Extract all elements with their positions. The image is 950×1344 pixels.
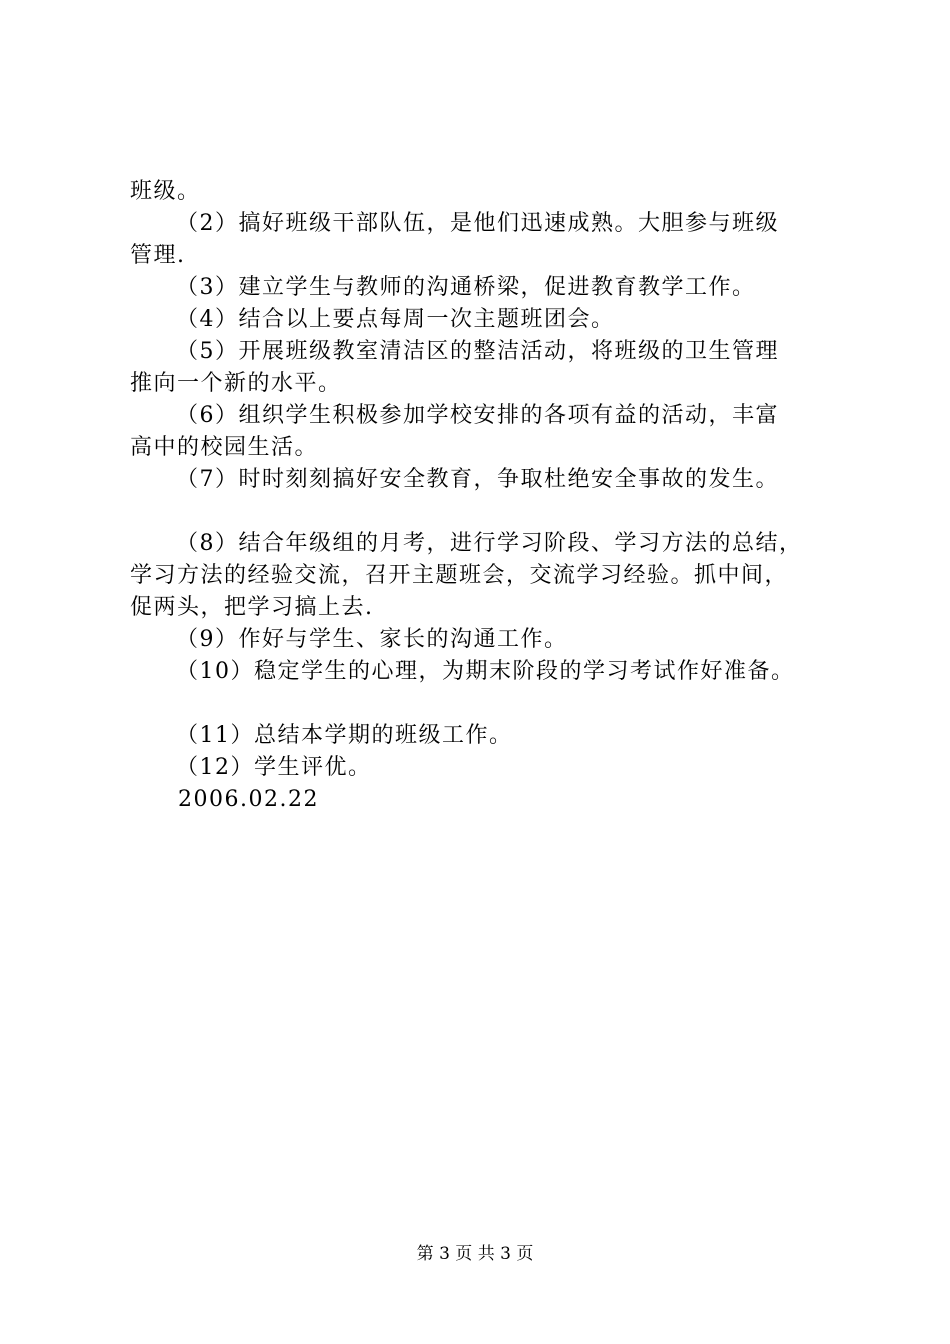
list-item-3: （3）建立学生与教师的沟通桥梁，促进教育教学工作。 — [176, 275, 756, 300]
list-item-10: （10）稳定学生的心理，为期末阶段的学习考试作好准备。 — [176, 659, 795, 684]
list-item-7: （7）时时刻刻搞好安全教育，争取杜绝安全事故的发生。 — [176, 467, 779, 492]
list-item-2: （2）搞好班级干部队伍，是他们迅速成熟。大胆参与班级 — [176, 211, 779, 236]
page-footer: 第 3 页 共 3 页 — [416, 1244, 534, 1264]
list-item-8: （8）结合年级组的月考，进行学习阶段、学习方法的总结， — [176, 531, 803, 556]
text-line: 管理. — [130, 243, 186, 268]
document-body — [130, 176, 840, 816]
paragraph-gap — [130, 496, 840, 528]
paragraph-gap — [130, 688, 840, 720]
list-item-5: （5）开展班级教室清洁区的整洁活动，将班级的卫生管理 — [176, 339, 779, 364]
list-item-6: （6）组织学生积极参加学校安排的各项有益的活动，丰富 — [176, 403, 779, 428]
list-item-4: （4）结合以上要点每周一次主题班团会。 — [176, 307, 615, 332]
list-item-11: （11）总结本学期的班级工作。 — [176, 723, 513, 748]
document-date: 2006.02.22 — [178, 787, 319, 812]
list-item-9: （9）作好与学生、家长的沟通工作。 — [176, 627, 568, 652]
text-line: 高中的校园生活。 — [130, 435, 319, 460]
text-line: 学习方法的经验交流，召开主题班会，交流学习经验。抓中间， — [130, 563, 789, 588]
text-line: 班级。 — [130, 179, 201, 204]
list-item-12: （12）学生评优。 — [176, 755, 372, 780]
text-line: 推向一个新的水平。 — [130, 371, 342, 396]
text-line: 促两头，把学习搞上去. — [130, 595, 374, 620]
